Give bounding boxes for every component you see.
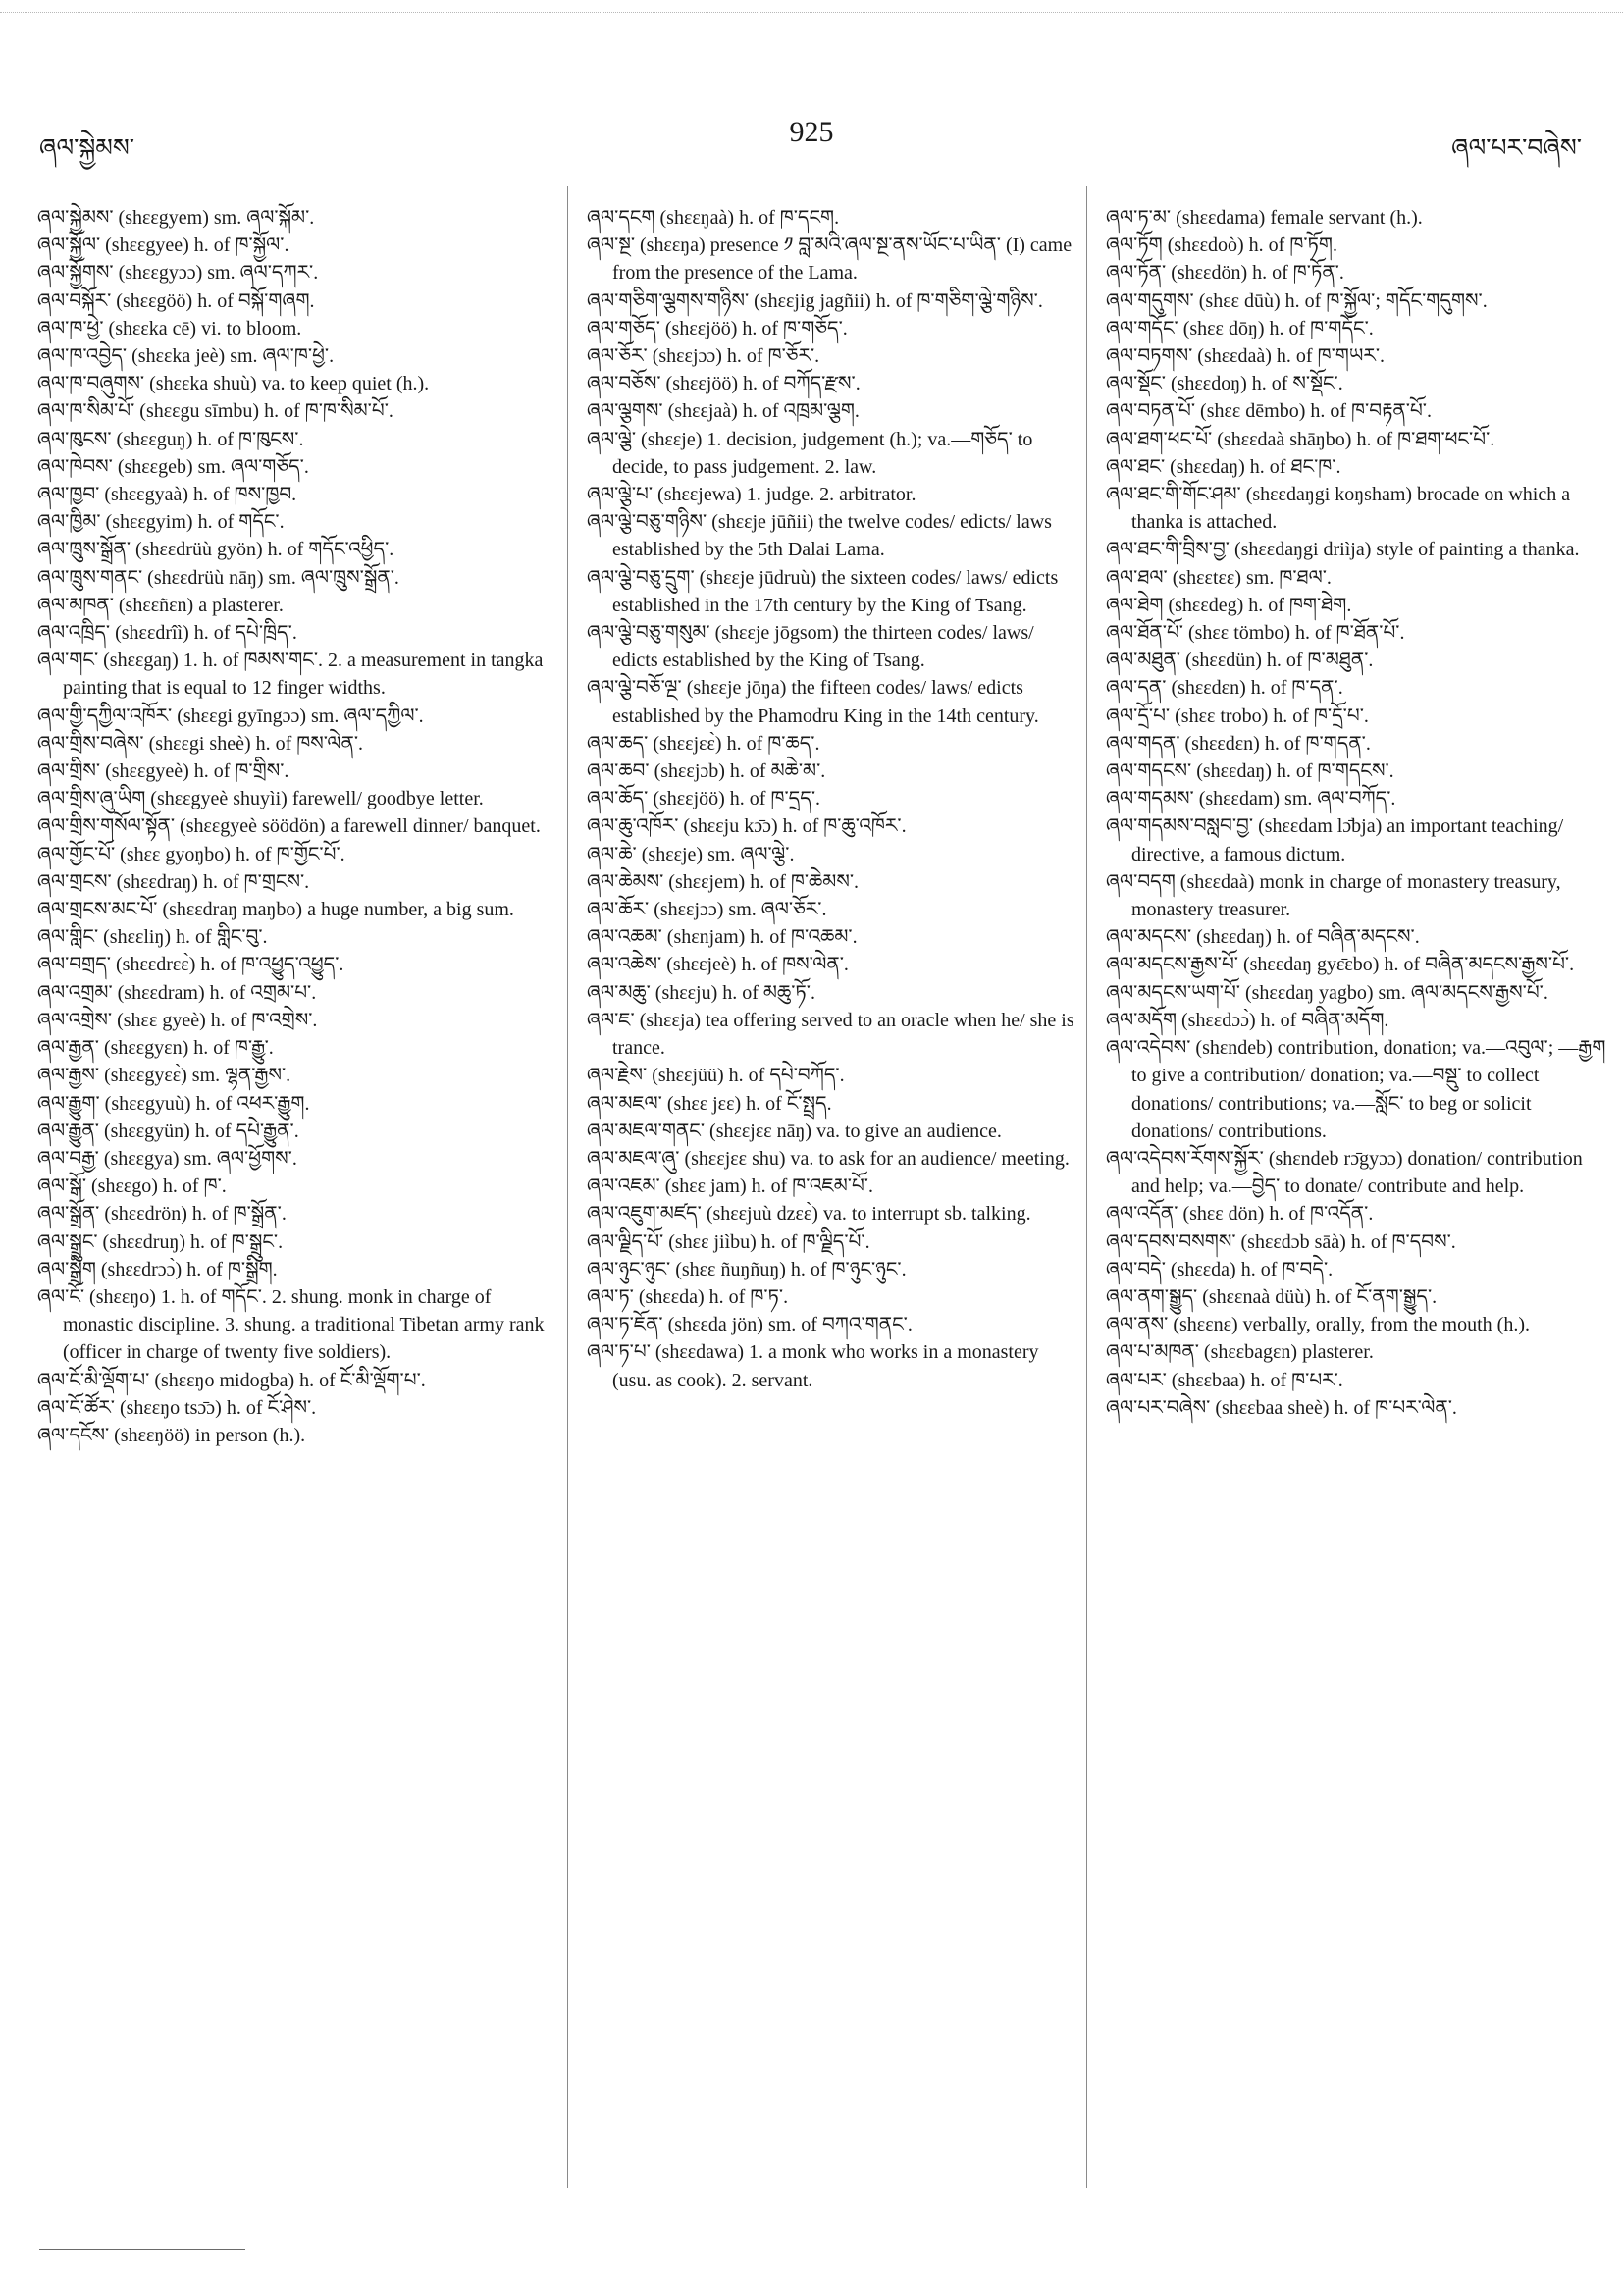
dictionary-entry: ཞལ་ཆོད་ (shɛɛjöö) h. of ཁ་དྲད་. [587, 788, 821, 810]
dictionary-entry: ཞལ་ཆེ་ (shɛɛje) sm. ཞལ་ལྕེ་. [587, 843, 795, 865]
dictionary-entry: ཞལ་གདན་ (shɛɛdɛn) h. of ཁ་གདན་. [1106, 732, 1371, 755]
dictionary-entry: ཞལ་མཇལ་ (shɛɛ jɛɛ) h. of ངོ་སྤྲད. [587, 1092, 832, 1115]
dictionary-entry: ཞལ་འགྲམ་ (shɛɛdram) h. of འགྲམ་པ་. [37, 981, 317, 1004]
dictionary-entry: ཞལ་འགྲེས་ (shɛɛ gyeè) h. of ཁ་འགྲེས་. [37, 1009, 318, 1031]
running-head-right: ཞལ་པར་བཞེས་ [1451, 135, 1582, 162]
dictionary-entry: ཞལ་སྐྱོལ་ (shɛɛgyee) h. of ཁ་སྐྱོལ་. [37, 235, 289, 257]
dictionary-entry: ཞལ་སྡོང་ (shɛɛdoŋ) h. of ས་སྡོང་. [1106, 373, 1343, 395]
dictionary-entry: ཞལ་འཁྲིད་ (shɛɛdrîì) h. of དཔེ་ཁྲིད་. [37, 622, 297, 645]
dictionary-entry: ཞལ་གཅོད་ (shɛɛjöö) h. of ཁ་གཅོད་. [587, 317, 848, 339]
dictionary-entry: ཞལ་པར་བཞེས་ (shɛɛbaa sheè) h. of ཁ་པར་ལེན་. [1106, 1396, 1457, 1419]
bottom-scan-rule [39, 2249, 245, 2251]
dictionary-entry: ཞལ་སྒོ་ (shɛɛgo) h. of ཁ་. [37, 1175, 227, 1198]
dictionary-entry: ཞལ་བདེ་ (shɛɛda) h. of ཁ་བདེ་. [1106, 1258, 1334, 1280]
dictionary-entry: ཞལ་རྒྱུན་ (shɛɛgyün) h. of དཔེ་རྒྱུན་. [37, 1120, 299, 1142]
dictionary-entry: ཞལ་གྲིས་ (shɛɛgyeè) h. of ཁ་གྲིས་. [37, 760, 289, 783]
dictionary-entry: ཞལ་འདེབས་རོགས་སྐྱོར་ (shɛndeb rɔ̄gyɔɔ) donation/ contribution and help; va.—བྱེད་ to donate/ contribute and help. [1106, 1147, 1583, 1198]
dictionary-entry: ཞལ་གདམས་བསླབ་བྱ་ (shɛɛdam lɔ̄bja) an important teaching/ directive, a famous dictum. [1106, 815, 1564, 865]
dictionary-entry: ཞལ་འཆམ་ (shɛnjam) h. of ཁ་འཆམ་. [587, 926, 858, 949]
dictionary-entry: ཞལ་ཇ་ (shɛɛja) tea offering served to an oracle when he/ she is trance. [587, 1009, 1074, 1060]
dictionary-entry: ཞལ་ཐོན་པོ་ (shɛɛ tömbo) h. of ཁ་ཐོན་པོ་. [1106, 622, 1405, 645]
dictionary-entry: ཞལ་དངག (shɛɛŋaà) h. of ཁ་དངག. [587, 207, 840, 229]
dictionary-entry: ཞལ་ཁྲུས་སྒྲོན་ (shɛɛdrüù gyön) h. of གདོང་འཕྱིད་. [37, 539, 394, 561]
dictionary-entry: ཞལ་ཁུངས་ (shɛɛguŋ) h. of ཁ་ཁུངས་. [37, 428, 304, 450]
dictionary-entry: ཞལ་ལྗིད་པོ་ (shɛɛ jiìbu) h. of ཁ་ལྗིད་པོ་. [587, 1230, 870, 1253]
dictionary-entry: ཞལ་བརྒྱ་ (shɛɛgya) sm. ཞལ་ཕྱོགས་. [37, 1147, 297, 1170]
dictionary-entry: ཞལ་ལྕེ་བཅོ་ལྔ་ (shɛɛje jōŋa) the fifteen codes/ laws/ edicts established by the Phamodru King in the 14th century. [587, 677, 1039, 727]
dictionary-entry: ཞལ་མཇལ་ཞུ་ (shɛɛjɛɛ shu) va. to ask for an audience/ meeting. [587, 1147, 1070, 1170]
dictionary-entry: ཞལ་གདངས་ (shɛɛdaŋ) h. of ཁ་གདངས་. [1106, 760, 1394, 783]
dictionary-entry: ཞལ་ཐེག (shɛɛdeg) h. of ཁག་ཐེག. [1106, 594, 1352, 616]
dictionary-entry: ཞལ་ངོ་ཚོར་ (shɛɛŋo tsɔ̄ɔ) h. of ངོ་ཤེས་. [37, 1396, 317, 1419]
dictionary-entry: ཞལ་སྒྲུང་ (shɛɛdruŋ) h. of ཁ་སྒྲུང་. [37, 1230, 284, 1253]
dictionary-entry: ཞལ་ལྕེ་བཅུ་གཉིས་ (shɛɛje jūñii) the twelve codes/ edicts/ laws established by the 5th Dalai Lama. [587, 511, 1052, 561]
dictionary-entry: ཞལ་ལྕགས་ (shɛɛjaà) h. of འཁྲམ་ལྕག. [587, 400, 860, 423]
dictionary-entry: ཞལ་ལྕེ་བཅུ་དྲུག་ (shɛɛje jūdruù) the sixteen codes/ laws/ edicts established in the 17th century by the King of Tsang. [587, 566, 1059, 616]
dictionary-entry: ཞལ་འཆེས་ (shɛɛjeè) h. of ཁས་ལེན་. [587, 954, 849, 976]
dictionary-column-3 [1106, 204, 1606, 1422]
dictionary-entry: ཞལ་པ་མཁན་ (shɛɛbagɛn) plasterer. [1106, 1341, 1374, 1364]
dictionary-entry: ཞལ་གདུགས་ (shɛɛ dūù) h. of ཁ་སྐྱོལ་; གདོང་གདུགས་. [1106, 289, 1488, 312]
dictionary-entry: ཞལ་ཆད་ (shɛɛjɛɛ̀) h. of ཁ་ཆད་. [587, 732, 820, 755]
dictionary-entry: ཞལ་ཁ་སིམ་པོ་ (shɛɛgu sīmbu) h. of ཁ་ཁ་སིམ་པོ་. [37, 400, 393, 423]
dictionary-entry: ཞལ་ཏ་པ་ (shɛɛdawa) 1. a monk who works in a monastery (usu. as cook). 2. servant. [587, 1341, 1039, 1391]
dictionary-entry: ཞལ་གྲིས་ཞུ་ཡིག (shɛɛgyeè shuyìi) farewell/ goodbye letter. [37, 788, 484, 810]
dictionary-entry: ཞལ་རྗེས་ (shɛɛjüü) h. of དཔེ་བཀོད་. [587, 1065, 845, 1087]
dictionary-entry: ཞལ་ཁ་བཞུགས་ (shɛɛka shuù) va. to keep quiet (h.). [37, 373, 430, 395]
dictionary-entry: ཞལ་མཐུན་ (shɛɛdün) h. of ཁ་མཐུན་. [1106, 650, 1374, 672]
dictionary-entry: ཞལ་འཇམ་ (shɛɛ jam) h. of ཁ་འཇམ་པོ་. [587, 1175, 873, 1198]
dictionary-entry: ཞལ་བཏགས་ (shɛɛdaà) h. of ཁ་གཡར་. [1106, 345, 1386, 368]
dictionary-entry: ཞལ་དྲོ་པ་ (shɛɛ trobo) h. of ཁ་དྲོ་པ་. [1106, 704, 1369, 727]
dictionary-entry: ཞལ་རྒྱན་ (shɛɛgyɛn) h. of ཁ་རྒྱུ་. [37, 1037, 274, 1060]
dictionary-entry: ཞལ་གྱོང་པོ་ (shɛɛ gyoŋbo) h. of ཁ་གྱོང་པོ་. [37, 843, 345, 865]
dictionary-entry: ཞལ་འདེབས་ (shɛndeb) contribution, donation; va.—འབུལ་; —རྒྱག to give a contribution/ donation; va.—བསྡུ་ to collect donations/ contributions; va.—སློང་ to beg or solicit donations/ contributions. [1106, 1037, 1606, 1142]
dictionary-entry: ཞལ་རྒྱས་ (shɛɛgyɛɛ̀) sm. ལྷན་རྒྱས་. [37, 1065, 291, 1087]
dictionary-entry: ཞལ་ལྕེ་ (shɛɛje) 1. decision, judgement (h.); va.—གཅོད་ to decide, to pass judgement. 2. law. [587, 428, 1033, 478]
dictionary-entry: ཞལ་རྒྱུག་ (shɛɛgyuù) h. of འཕར་རྒྱུག. [37, 1092, 310, 1115]
dictionary-entry: ཞལ་ཐང་ (shɛɛdaŋ) h. of ཐང་ཁ་. [1106, 455, 1341, 478]
dictionary-entry: ཞལ་གླིང་ (shɛɛliŋ) h. of གླིང་བུ་. [37, 926, 268, 949]
dictionary-entry: ཞལ་ཏ་ཇོན་ (shɛɛda jön) sm. of བཀའ་གནང་. [587, 1314, 913, 1336]
dictionary-entry: ཞལ་ཁྲུས་གནང་ (shɛɛdrüù nāŋ) sm. ཞལ་ཁྲུས་སྒྲོན་. [37, 566, 399, 589]
dictionary-entry: ཞལ་ནག་སྒྱུད་ (shɛɛnaà düù) h. of ངོ་ནག་སྒྱུད་. [1106, 1285, 1438, 1308]
running-head-left: ཞལ་སྐྱེམས་ [39, 135, 134, 162]
dictionary-entry: ཞལ་པར་ (shɛɛbaa) h. of ཁ་པར་. [1106, 1369, 1343, 1391]
dictionary-entry: ཞལ་ཁྱབ་ (shɛɛgyaà) h. of ཁས་ཁྱབ. [37, 484, 297, 506]
dictionary-entry: ཞལ་གྲངས་ (shɛɛdraŋ) h. of ཁ་གྲངས་. [37, 870, 310, 893]
dictionary-entry: ཞལ་དངོས་ (shɛɛŋöö) in person (h.). [37, 1424, 306, 1446]
dictionary-entry: ཞལ་ཐང་གི་བྲིས་བྱ་ (shɛɛdaŋgi driìja) style of painting a thanka. [1106, 539, 1580, 561]
dictionary-entry: ཞལ་ཁ་འབྱེད་ (shɛɛka jeè) sm. ཞལ་ཁ་ཕྱེ་. [37, 345, 335, 368]
dictionary-entry: ཞལ་ཏོན་ (shɛɛdön) h. of ཁ་ཏོན་. [1106, 262, 1344, 285]
dictionary-entry: ཞལ་གྱི་དཀྱིལ་འཁོར་ (shɛɛgi gyīngɔɔ) sm. ཞལ་དཀྱིལ་. [37, 704, 424, 727]
dictionary-entry: ཞལ་འདོན་ (shɛɛ dön) h. of ཁ་འདོན་. [1106, 1203, 1374, 1226]
dictionary-entry: ཞལ་ཏ་ (shɛɛda) h. of ཁ་ཏ་. [587, 1285, 789, 1308]
dictionary-entry: ཞལ་གདམས་ (shɛɛdam) sm. ཞལ་བཀོད་. [1106, 788, 1396, 810]
dictionary-entry: ཞལ་བཅོས་ (shɛɛjöö) h. of བཀོད་རྫས་. [587, 373, 861, 395]
dictionary-entry: ཞལ་ལྕེ་པ་ (shɛɛjewa) 1. judge. 2. arbitrator. [587, 484, 916, 506]
dictionary-column-2 [587, 204, 1075, 1394]
dictionary-entry: ཞལ་སྒྲིག (shɛɛdrɔɔ̀) h. of ཁ་སྒྲིག. [37, 1258, 278, 1280]
dictionary-entry: ཞལ་གྲིས་བཞེས་ (shɛɛgi sheè) h. of ཁས་ལེན་. [37, 732, 364, 755]
dictionary-entry: ཞལ་དན་ (shɛɛdɛn) h. of ཁ་དན་. [1106, 677, 1343, 700]
dictionary-entry: ཞལ་གྲིས་གསོལ་སྟོན་ (shɛɛgyeè söödön) a farewell dinner/ banquet. [37, 815, 541, 838]
column-divider [567, 186, 568, 2188]
dictionary-entry: ཞལ་ངོ་ (shɛɛŋo) 1. h. of གདོང་. 2. shung. monk in charge of monastic discipline. 3. shung. a traditional Tibetan army rank (officer in charge of twenty five soldiers). [37, 1285, 545, 1364]
dictionary-entry: ཞལ་ཏ་མ་ (shɛɛdama) female servant (h.). [1106, 207, 1423, 229]
dictionary-entry: ཞལ་ཏོག (shɛɛdoò) h. of ཁ་ཏོག. [1106, 235, 1337, 257]
dictionary-entry: ཞལ་ཁྱིམ་ (shɛɛgyim) h. of གདོང་. [37, 511, 285, 534]
dictionary-entry: ཞལ་ཐག་ཕང་པོ་ (shɛɛdaà shāŋbo) h. of ཁ་ཐག་ཕང་པོ་. [1106, 428, 1495, 450]
dictionary-entry: ཞལ་སྔ་ (shɛɛŋa) presence ༡ བླ་མའི་ཞལ་སྔ་ནས་ཡོང་པ་ཡིན་ (I) came from the presence of the Lama. [587, 235, 1073, 285]
dictionary-entry: ཞལ་ཆོར་ (shɛɛjɔɔ) sm. ཞལ་ཅོར་. [587, 899, 827, 921]
dictionary-entry: ཞལ་ཁ་ཕྱེ་ (shɛɛka cē) vi. to bloom. [37, 317, 302, 339]
dictionary-entry: ཞལ་ནས་ (shɛɛnɛ) verbally, orally, from the mouth (h.). [1106, 1314, 1530, 1336]
dictionary-entry: ཞལ་ཆབ་ (shɛɛjɔb) h. of མཆེ་མ་. [587, 760, 826, 783]
dictionary-entry: ཞལ་དབས་བསགས་ (shɛɛdɔb sāà) h. of ཁ་དབས་. [1106, 1230, 1456, 1253]
dictionary-entry: ཞལ་ཉུང་ཉུང་ (shɛɛ ñuŋñuŋ) h. of ཁ་ཉུང་ཉུང་. [587, 1258, 907, 1280]
dictionary-entry: ཞལ་མཁན་ (shɛɛñɛn) a plasterer. [37, 594, 284, 616]
dictionary-entry: ཞལ་མཆུ་ (shɛɛju) h. of མཆུ་ཏོ་. [587, 981, 815, 1004]
dictionary-entry: ཞལ་མདངས་ (shɛɛdaŋ) h. of བཞིན་མདངས་. [1106, 926, 1420, 949]
dictionary-entry: ཞལ་སྒྲོན་ (shɛɛdrön) h. of ཁ་སྒྲོན་. [37, 1203, 287, 1226]
page-number: 925 [789, 116, 834, 148]
dictionary-entry: ཞལ་འཇུག་མཛད་ (shɛɛjuù dzɛɛ̀) va. to interrupt sb. talking. [587, 1203, 1031, 1226]
dictionary-entry: ཞལ་མདོག (shɛɛdɔɔ̀) h. of བཞིན་མདོག. [1106, 1009, 1389, 1031]
dictionary-entry: ཞལ་གདོང་ (shɛɛ dōŋ) h. of ཁ་གདོང་. [1106, 317, 1374, 339]
dictionary-entry: ཞལ་གང་ (shɛɛgaŋ) 1. h. of ཁམས་གང་. 2. a measurement in tangka painting that is equal to 12 finger widths. [37, 650, 544, 700]
dictionary-entry: ཞལ་སྐྱོགས་ (shɛɛgyɔɔ) sm. ཞལ་དཀར་. [37, 262, 319, 285]
dictionary-entry: ཞལ་བསྐོར་ (shɛɛgöö) h. of བསྐོ་གཞག. [37, 289, 315, 312]
dictionary-entry: ཞལ་མཇལ་གནང་ (shɛɛjɛɛ nāŋ) va. to give an audience. [587, 1120, 1002, 1142]
dictionary-entry: ཞལ་ངོ་མི་ལྡོག་པ་ (shɛɛŋo midogba) h. of ངོ་མི་ལྡོག་པ་. [37, 1369, 426, 1391]
dictionary-entry: ཞལ་ཅོར་ (shɛɛjɔɔ) h. of ཁ་ཅོར་. [587, 345, 820, 368]
dictionary-entry: ཞལ་ཆུ་འཁོར་ (shɛɛju kɔ̄ɔ) h. of ཁ་ཆུ་འཁོར་. [587, 815, 907, 838]
dictionary-entry: ཞལ་ཐལ་ (shɛɛtɛɛ) sm. ཁ་ཐལ་. [1106, 566, 1332, 589]
dictionary-column-1 [37, 204, 565, 1449]
dictionary-entry: ཞལ་བདག (shɛɛdaà) monk in charge of monastery treasury, monastery treasurer. [1106, 870, 1561, 921]
dictionary-entry: ཞལ་སྐྱེམས་ (shɛɛgyem) sm. ཞལ་སྐོམ་. [37, 207, 315, 229]
dictionary-entry: ཞལ་བགྲད་ (shɛɛdrɛɛ̀) h. of ཁ་འཕྱུད་འཕྱུད་. [37, 954, 344, 976]
column-divider [1086, 186, 1087, 2188]
dictionary-entry: ཞལ་མདངས་རྒྱས་པོ་ (shɛɛdaŋ gyɛ̄ɛbo) h. of བཞིན་མདངས་རྒྱས་པོ་. [1106, 954, 1575, 976]
dictionary-entry: ཞལ་བཏན་པོ་ (shɛɛ dēmbo) h. of ཁ་བརྟན་པོ་. [1106, 400, 1432, 423]
dictionary-entry: ཞལ་ལྕེ་བཅུ་གསུམ་ (shɛɛje jōgsom) the thirteen codes/ laws/ edicts established by the King of Tsang. [587, 622, 1034, 672]
dictionary-entry: ཞལ་གཅིག་ལྕགས་གཉིས་ (shɛɛjig jagñii) h. of ཁ་གཅིག་ལྕེ་གཉིས་. [587, 289, 1043, 312]
dictionary-entry: ཞལ་ཁེབས་ (shɛɛgeb) sm. ཞལ་གཅོད་. [37, 455, 309, 478]
dictionary-entry: ཞལ་གྲངས་མང་པོ་ (shɛɛdraŋ maŋbo) a huge number, a big sum. [37, 899, 514, 921]
top-scan-edge [0, 12, 1623, 14]
dictionary-entry: ཞལ་མདངས་ཡག་པོ་ (shɛɛdaŋ yagbo) sm. ཞལ་མདངས་རྒྱས་པོ་. [1106, 981, 1548, 1004]
dictionary-entry: ཞལ་ཐང་གི་གོང་ཤམ་ (shɛɛdaŋgi koŋsham) brocade on which a thanka is attached. [1106, 484, 1571, 534]
dictionary-entry: ཞལ་ཆེམས་ (shɛɛjem) h. of ཁ་ཆེམས་. [587, 870, 860, 893]
